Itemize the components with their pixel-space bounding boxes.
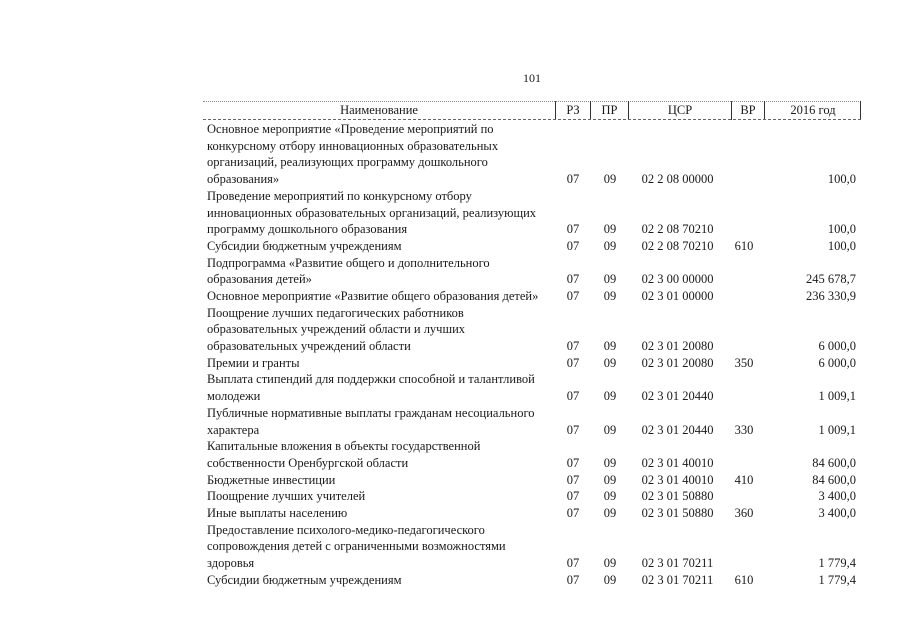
header-pr: ПР: [590, 101, 628, 120]
row-rz: 07: [566, 172, 580, 187]
header-csr: ЦСР: [628, 101, 731, 120]
row-value: 84 600,0: [812, 472, 856, 487]
row-vr: 410: [734, 472, 754, 487]
row-pr: 09: [603, 389, 617, 404]
row-csr: 02 3 01 00000: [641, 288, 714, 303]
header-year: 2016 год: [764, 101, 861, 120]
row-name: Проведение мероприятий по конкурсному отбору инновационных образовательных организаций, реализующих программу дошкольного образования: [207, 188, 537, 237]
row-pr: 09: [603, 505, 617, 520]
table-row: [0, 238, 905, 255]
row-csr: 02 3 01 20440: [641, 389, 714, 404]
row-value: 1 779,4: [818, 572, 856, 587]
row-pr: 09: [603, 422, 617, 437]
page-number: 101: [523, 71, 541, 85]
row-value: 3 400,0: [818, 505, 856, 520]
header-rz: РЗ: [555, 101, 590, 120]
row-csr: 02 2 08 70210: [641, 222, 714, 237]
table-row: [0, 305, 905, 355]
row-name: Бюджетные инвестиции: [207, 472, 336, 487]
row-name: Выплата стипендий для поддержки способной и талантливой молодежи: [207, 372, 535, 404]
header-right-border: [860, 101, 861, 120]
row-rz: 07: [566, 489, 580, 504]
row-pr: 09: [603, 455, 617, 470]
row-pr: 09: [603, 355, 617, 370]
row-value: 100,0: [827, 222, 856, 237]
row-vr: 350: [734, 355, 754, 370]
row-name: Субсидии бюджетным учреждениям: [207, 238, 402, 253]
row-value: 84 600,0: [812, 455, 856, 470]
header-name: Наименование: [340, 103, 418, 117]
row-csr: 02 3 01 40010: [641, 472, 714, 487]
row-name: Предоставление психолого-медико-педагогического сопровождения детей с ограниченными возможностями здоровья: [207, 522, 506, 571]
row-rz: 07: [566, 572, 580, 587]
header-vr: ВР: [731, 101, 764, 120]
row-pr: 09: [603, 472, 617, 487]
table-body: [0, 121, 905, 588]
row-pr: 09: [603, 339, 617, 354]
row-value: 6 000,0: [818, 339, 856, 354]
row-rz: 07: [566, 288, 580, 303]
row-rz: 07: [566, 389, 580, 404]
table-row: [0, 355, 905, 372]
row-value: 6 000,0: [818, 355, 856, 370]
table-row: [0, 505, 905, 522]
row-vr: 330: [734, 422, 754, 437]
row-vr: 360: [734, 505, 754, 520]
table-row: [0, 288, 905, 305]
row-csr: 02 2 08 00000: [641, 172, 714, 187]
row-name: Поощрение лучших учителей: [207, 489, 366, 504]
row-name: Основное мероприятие «Развитие общего образования детей»: [207, 288, 539, 303]
row-rz: 07: [566, 505, 580, 520]
row-value: 236 330,9: [806, 288, 856, 303]
row-pr: 09: [603, 572, 617, 587]
table-row: [0, 371, 905, 404]
row-pr: 09: [603, 172, 617, 187]
row-name: Премии и гранты: [207, 355, 300, 370]
row-value: 1 779,4: [818, 556, 856, 571]
row-value: 1 009,1: [818, 422, 856, 437]
table-row: [0, 255, 905, 288]
row-rz: 07: [566, 222, 580, 237]
row-csr: 02 2 08 70210: [641, 238, 714, 253]
row-value: 1 009,1: [818, 389, 856, 404]
row-rz: 07: [566, 472, 580, 487]
row-pr: 09: [603, 272, 617, 287]
row-pr: 09: [603, 489, 617, 504]
row-value: 100,0: [827, 238, 856, 253]
row-vr: 610: [734, 238, 754, 253]
table-row: [0, 121, 905, 188]
table-row: [0, 438, 905, 471]
row-pr: 09: [603, 288, 617, 303]
row-value: 245 678,7: [806, 272, 856, 287]
row-pr: 09: [603, 222, 617, 237]
row-csr: 02 3 01 50880: [641, 505, 714, 520]
row-rz: 07: [566, 556, 580, 571]
row-rz: 07: [566, 422, 580, 437]
row-csr: 02 3 01 70211: [641, 572, 714, 587]
row-csr: 02 3 01 20440: [641, 422, 714, 437]
row-name: Основное мероприятие «Проведение мероприятий по конкурсному отбору инновационных образовательных организаций, реализующих программу дошкольного образования»: [207, 122, 499, 187]
row-pr: 09: [603, 556, 617, 571]
row-rz: 07: [566, 272, 580, 287]
table-row: [0, 472, 905, 489]
row-csr: 02 3 01 20080: [641, 355, 714, 370]
row-csr: 02 3 01 50880: [641, 489, 714, 504]
table-row: [0, 522, 905, 572]
row-value: 3 400,0: [818, 489, 856, 504]
header-bottom-border: [203, 119, 861, 120]
table-row: [0, 188, 905, 238]
row-name: Подпрограмма «Развитие общего и дополнительного образования детей»: [207, 255, 490, 287]
table-row: [0, 488, 905, 505]
row-rz: 07: [566, 339, 580, 354]
row-rz: 07: [566, 238, 580, 253]
row-name: Иные выплаты населению: [207, 505, 348, 520]
row-pr: 09: [603, 238, 617, 253]
table-header: [203, 101, 861, 120]
row-csr: 02 3 00 00000: [641, 272, 714, 287]
row-csr: 02 3 01 40010: [641, 455, 714, 470]
row-name: Поощрение лучших педагогических работников образовательных учреждений области и лучших образовательных учреждений области: [207, 305, 466, 354]
row-name: Публичные нормативные выплаты гражданам несоциального характера: [207, 405, 535, 437]
table-row: [0, 405, 905, 438]
row-csr: 02 3 01 20080: [641, 339, 714, 354]
row-name: Субсидии бюджетным учреждениям: [207, 572, 402, 587]
row-csr: 02 3 01 70211: [641, 556, 714, 571]
row-name: Капитальные вложения в объекты государственной собственности Оренбургской области: [207, 439, 481, 470]
row-value: 100,0: [827, 172, 856, 187]
row-vr: 610: [734, 572, 754, 587]
table-row: [0, 572, 905, 589]
row-rz: 07: [566, 355, 580, 370]
row-rz: 07: [566, 455, 580, 470]
